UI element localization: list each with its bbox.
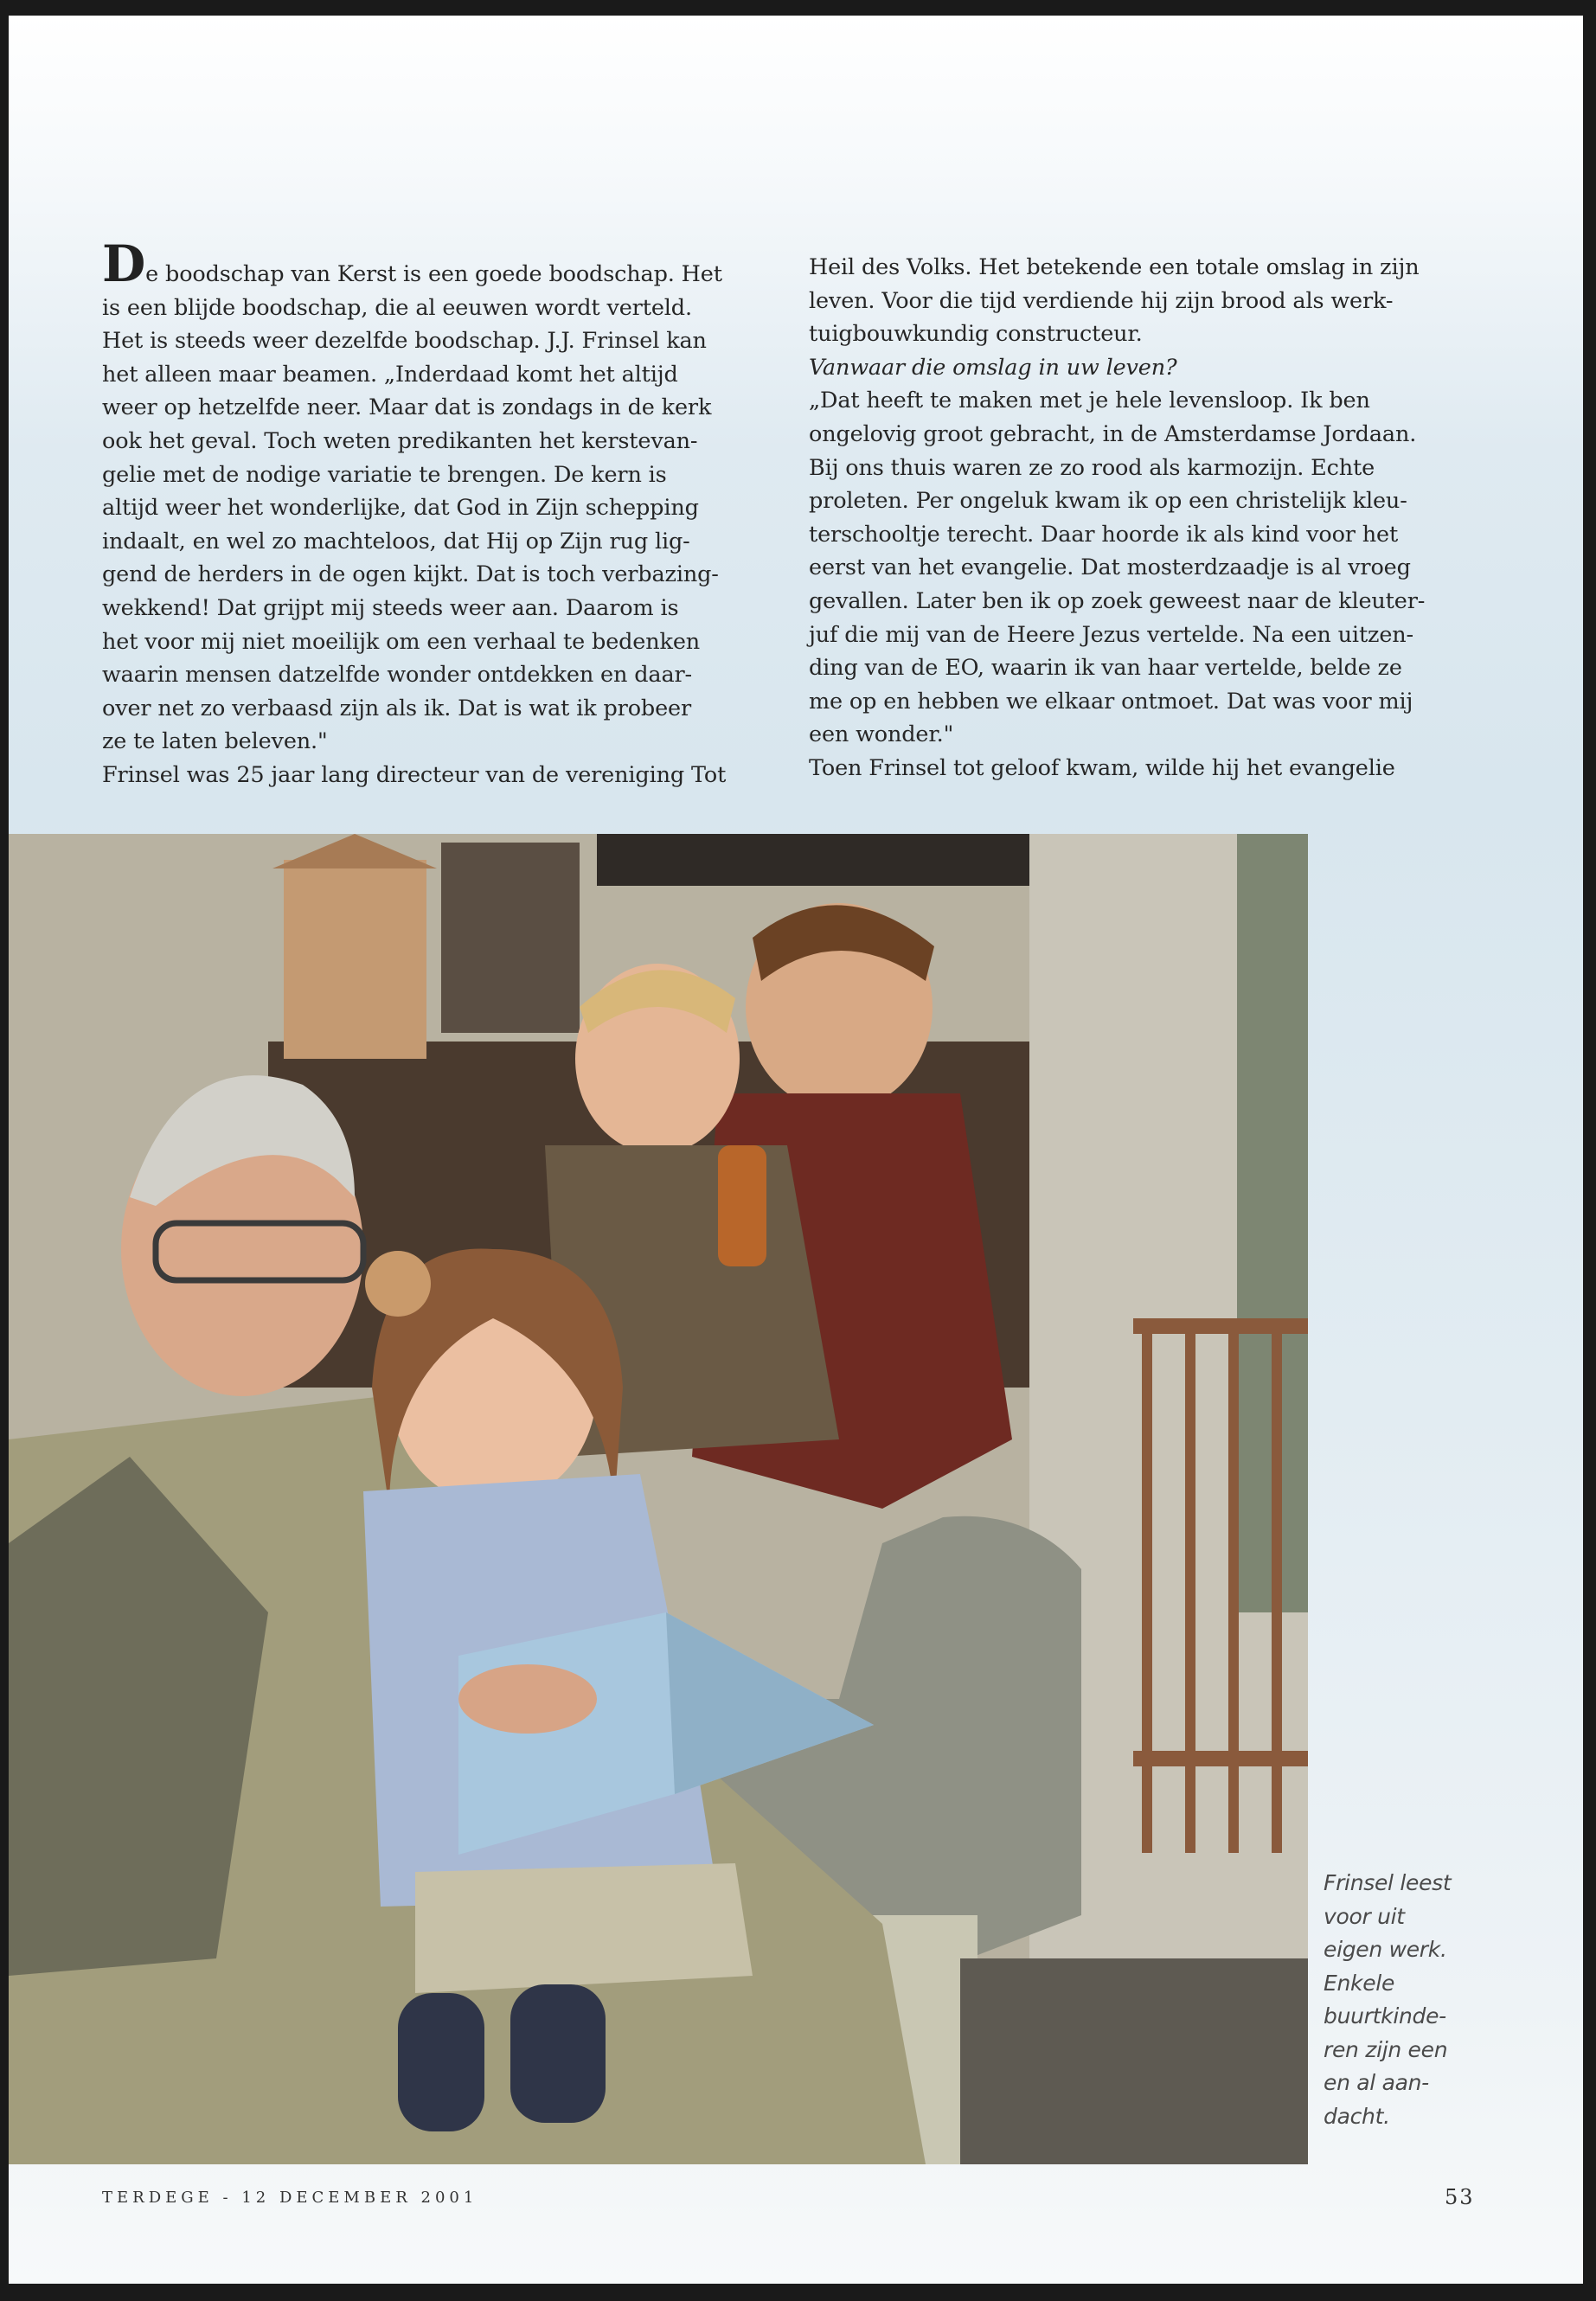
text-line: tuigbouwkundig constructeur. [809,321,1143,348]
photo-caption: Frinsel leest voor uit eigen werk. Enkele buurtkinde- ren zijn een en al aan- dacht. [1324,1870,1452,2129]
photo-illustration [9,834,1308,2164]
text-line: e boodschap van Kerst is een goede boodschap. Het [145,261,722,287]
text-line: leven. Voor die tijd verdiende hij zijn brood als werk- [809,287,1394,314]
text-line: me op en hebben we elkaar ontmoet. Dat was voor mij [809,688,1413,715]
text-line: een wonder." [809,721,954,748]
text-line: proleten. Per ongeluk kwam ik op een christelijk kleu- [809,488,1407,515]
text-line: ze te laten beleven." [102,728,328,755]
text-line: Toen Frinsel tot geloof kwam, wilde hij het evangelie [809,754,1395,781]
text-line: waarin mensen datzelfde wonder ontdekken en daar- [102,662,692,689]
text-line: gevallen. Later ben ik op zoek geweest naar de kleuter- [809,587,1426,614]
article-photo [9,834,1308,2164]
magazine-page [9,16,1583,2284]
drop-cap: D [102,234,146,293]
text-line: ook het geval. Toch weten predikanten het kerstevan- [102,427,698,454]
girl-leg-left [398,1993,484,2131]
article-column-left [102,234,768,792]
text-line: over net zo verbaasd zijn als ik. Dat is wat ik probeer [102,695,691,721]
girl-leg-right [510,1984,606,2123]
text-line: altijd weer het wonderlijke, dat God in Zijn schepping [102,495,699,522]
text-line: Het is steeds weer dezelfde boodschap. J.J. Frinsel kan [102,328,707,355]
text-line: Frinsel was 25 jaar lang directeur van de vereniging Tot [102,761,727,788]
paragraph-1 [102,234,768,293]
text-line: Bij ons thuis waren ze zo rood als karmozijn. Echte [809,454,1375,481]
footer-publication: TERDEGE - 12 DECEMBER 2001 [102,2189,478,2207]
text-line: juf die mij van de Heere Jezus vertelde. Na een uitzen- [809,621,1414,648]
text-line: ding van de EO, waarin ik van haar vertelde, belde ze [809,655,1402,682]
sippy-cup [718,1145,766,1266]
shelf [597,834,1029,886]
text-line: is een blijde boodschap, die al eeuwen wordt verteld. [102,294,692,321]
floor [960,1958,1308,2164]
interview-question: Vanwaar die omslag in uw leven? [809,354,1177,381]
dollhouse [284,860,426,1059]
picture-frame [441,843,580,1033]
text-line: gend de herders in de ogen kijkt. Dat is toch verbazing- [102,561,719,588]
text-line: terschooltje terecht. Daar hoorde ik als kind voor het [809,521,1399,548]
text-line: gelie met de nodige variatie te brengen. De kern is [102,461,667,488]
teddy-bear [365,1251,431,1317]
text-line: ongelovig groot gebracht, in de Amsterdamse Jordaan. [809,420,1417,447]
page-number: 53 [1445,2185,1475,2209]
girl-skirt [415,1863,753,1993]
text-line: eerst van het evangelie. Dat mosterdzaadje is al vroeg [809,554,1411,581]
text-line: weer op hetzelfde neer. Maar dat is zondags in de kerk [102,394,712,421]
article-column-right [809,251,1475,785]
text-line: „Dat heeft te maken met je hele levensloop. Ik ben [809,388,1370,414]
text-line: Heil des Volks. Het betekende een totale omslag in zijn [809,254,1420,280]
text-line: het voor mij niet moeilijk om een verhaal te bedenken [102,628,701,655]
text-line: wekkend! Dat grijpt mij steeds weer aan. Daarom is [102,594,679,621]
grandfather-hand [458,1664,597,1734]
text-line: het alleen maar beamen. „Inderdaad komt het altijd [102,361,678,388]
text-line: indaalt, en wel zo machteloos, dat Hij op Zijn rug lig- [102,528,690,554]
